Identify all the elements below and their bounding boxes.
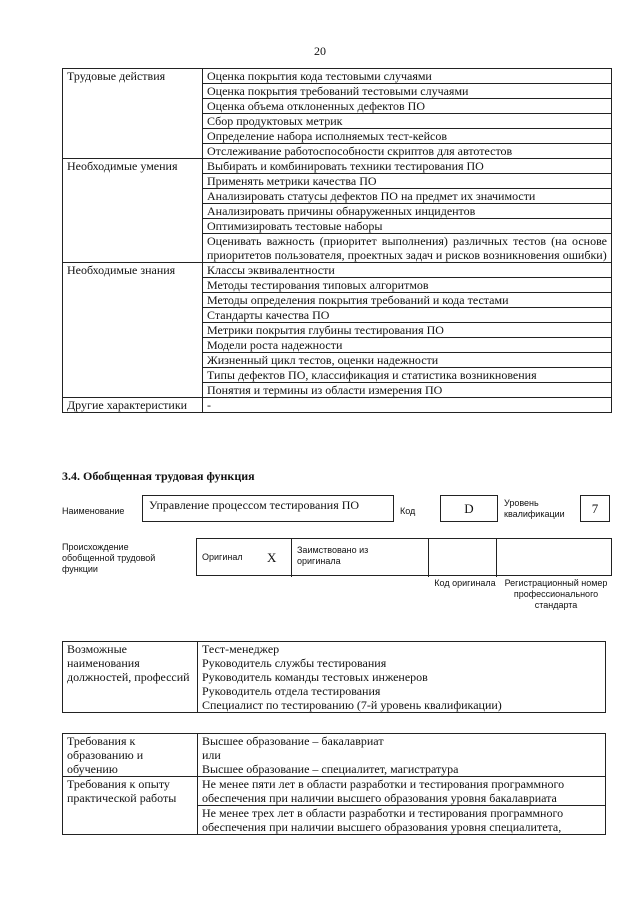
- list-item: Анализировать причины обнаруженных инцидентов: [203, 204, 612, 219]
- list-item: Сбор продуктовых метрик: [203, 114, 612, 129]
- list-item: Руководитель команды тестовых инженеров: [198, 670, 606, 684]
- list-item: Не менее пяти лет в области разработки и тестирования программного обеспечения при наличии высшего образования уровня бакалавриата: [198, 777, 606, 806]
- table-row: [63, 263, 612, 278]
- list-item: Руководитель службы тестирования: [198, 656, 606, 670]
- table-row: [63, 159, 612, 174]
- level-value: 7: [580, 495, 610, 522]
- list-item: Методы определения покрытия требований и кода тестами: [203, 293, 612, 308]
- list-item: Высшее образование – бакалавриат: [198, 734, 606, 749]
- row-label-labor-actions: Трудовые действия: [63, 69, 203, 159]
- level-label: Уровень квалификации: [504, 498, 565, 519]
- table-row: [63, 398, 612, 413]
- list-item: Понятия и термины из области измерения ПО: [203, 383, 612, 398]
- row-label-experience: Требования к опыту практической работы: [63, 777, 198, 835]
- row-label-required-skills: Необходимые умения: [63, 159, 203, 263]
- labor-function-table: [62, 68, 612, 413]
- list-item: Модели роста надежности: [203, 338, 612, 353]
- list-item: Не менее трех лет в области разработки и тестирования программного обеспечения при наличии высшего образования уровня специалитета,: [198, 806, 606, 835]
- list-item: Классы эквивалентности: [203, 263, 612, 278]
- list-item: Тест-менеджер: [198, 642, 606, 657]
- code-original-caption: Код оригинала: [434, 578, 496, 588]
- list-item: Высшее образование – специалитет, магистратура: [198, 762, 606, 777]
- positions-table: [62, 641, 606, 713]
- list-item: Отслеживание работоспособности скриптов для автотестов: [203, 144, 612, 159]
- code-label: Код: [400, 506, 416, 516]
- list-item: Оценка покрытия кода тестовыми случаями: [203, 69, 612, 84]
- list-item: Руководитель отдела тестирования: [198, 684, 606, 698]
- row-label-positions: Возможные наименования должностей, профессий: [63, 642, 198, 713]
- borrowed-label: Заимствовано из оригинала: [297, 545, 369, 566]
- row-label-education: Требования к образованию и обучению: [63, 734, 198, 777]
- list-item: -: [203, 398, 612, 413]
- table-row: [63, 734, 606, 749]
- list-item: Анализировать статусы дефектов ПО на предмет их значимости: [203, 189, 612, 204]
- name-label: Наименование: [62, 506, 125, 516]
- original-mark: X: [267, 550, 277, 565]
- list-item: Стандарты качества ПО: [203, 308, 612, 323]
- section-title: 3.4. Обобщенная трудовая функция: [62, 469, 255, 483]
- row-label-required-knowledge: Необходимые знания: [63, 263, 203, 398]
- list-item: Оценка покрытия требований тестовыми случаями: [203, 84, 612, 99]
- reg-number-cell: [497, 539, 613, 577]
- list-item: или: [198, 748, 606, 762]
- requirements-table: [62, 733, 606, 835]
- list-item: Применять метрики качества ПО: [203, 174, 612, 189]
- list-item: Выбирать и комбинировать техники тестирования ПО: [203, 159, 612, 174]
- original-label: Оригинал: [202, 552, 243, 562]
- table-row: [63, 642, 606, 657]
- list-item: Оценка объема отклоненных дефектов ПО: [203, 99, 612, 114]
- list-item: Специалист по тестированию (7-й уровень квалификации): [198, 698, 606, 713]
- name-value: Управление процессом тестирования ПО: [142, 495, 394, 522]
- origin-grid: [196, 538, 612, 576]
- list-item: Метрики покрытия глубины тестирования ПО: [203, 323, 612, 338]
- original-code-cell: [429, 539, 497, 577]
- reg-number-caption: Регистрационный номер профессионального стандарта: [504, 578, 608, 610]
- origin-label: Происхождение обобщенной трудовой функции: [62, 542, 156, 574]
- table-row: [63, 69, 612, 84]
- page-number: 20: [314, 44, 326, 58]
- list-item: Определение набора исполняемых тест-кейсов: [203, 129, 612, 144]
- list-item: Оптимизировать тестовые наборы: [203, 219, 612, 234]
- code-value: D: [440, 495, 498, 522]
- list-item: Жизненный цикл тестов, оценки надежности: [203, 353, 612, 368]
- table-row: [63, 777, 606, 806]
- list-item: Оценивать важность (приоритет выполнения) различных тестов (на основе приоритетов пользователя, проектных задач и рисков возникновения ошибки): [203, 234, 612, 263]
- list-item: Типы дефектов ПО, классификация и статистика возникновения: [203, 368, 612, 383]
- list-item: Методы тестирования типовых алгоритмов: [203, 278, 612, 293]
- row-label-other: Другие характеристики: [63, 398, 203, 413]
